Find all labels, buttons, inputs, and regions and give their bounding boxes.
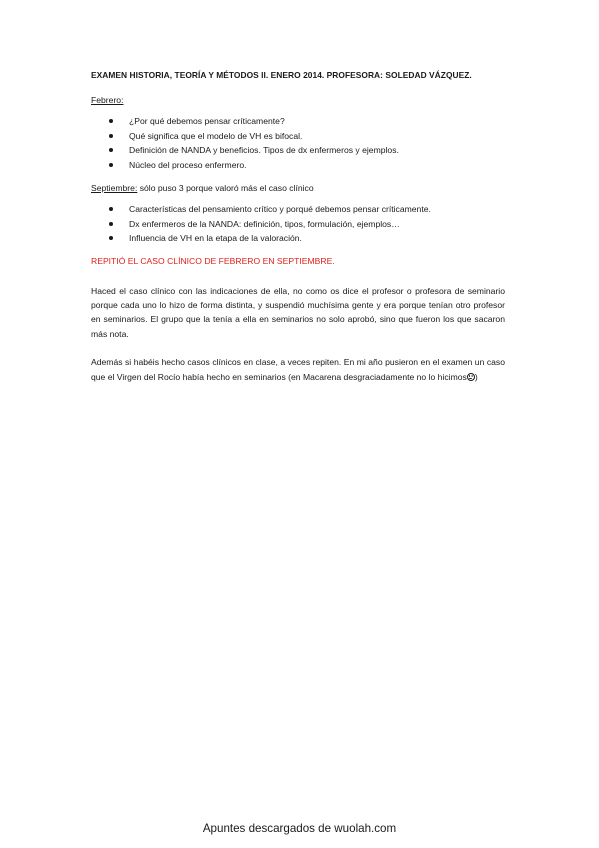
list-item: Definición de NANDA y beneficios. Tipos de dx enfermeros y ejemplos. [91,145,505,156]
septiembre-note: sólo puso 3 porque valoró más el caso clínico [137,182,314,193]
red-note: REPITIÓ EL CASO CLÍNICO DE FEBRERO EN SEPTIEMBRE. [91,256,335,267]
bullet-icon [109,119,113,123]
bullet-icon [109,163,113,167]
paragraph-case-advice: Haced el caso clínico con las indicaciones de ella, no como os dice el profesor o profesora de seminario porque cada uno lo hizo de forma distinta, y suspendió muchísima gente y era porque tenían otro profesor en seminarios. El grupo que la tenía a ella en seminarios no solo aprobó, sino que fueron los que sacaron más nota. [91,285,505,339]
list-item: Qué significa que el modelo de VH es bifocal. [91,131,505,142]
bullet-icon [109,148,113,152]
list-item: Influencia de VH en la etapa de la valoración. [91,233,505,244]
febrero-question-list [91,116,505,171]
list-item: Núcleo del proceso enfermero. [91,160,505,171]
list-item: Características del pensamiento crítico y porqué debemos pensar críticamente. [91,204,505,215]
exam-title: EXAMEN HISTORIA, TEORÍA Y MÉTODOS II. ENERO 2014. PROFESORA: SOLEDAD VÁZQUEZ. [91,70,472,80]
bullet-icon [109,134,113,138]
list-item: ¿Por qué debemos pensar críticamente? [91,116,505,127]
bullet-icon [109,222,113,226]
footer-download-note: Apuntes descargados de wuolah.com [202,822,397,835]
paragraph-repeated-cases: Además si habéis hecho casos clínicos en clase, a veces repiten. En mi año pusieron en el examen un caso que el Virgen del Rocío había hecho en seminarios (en Macarena desgraciadamente no lo hicimos ) [91,357,505,382]
septiembre-question-list [91,204,505,244]
septiembre-heading-label: Septiembre: [91,182,138,193]
febrero-heading [91,95,505,106]
bullet-icon [109,236,113,240]
document-content [91,70,505,398]
list-item: Dx enfermeros de la NANDA: definición, tipos, formulación, ejemplos… [91,219,505,230]
septiembre-heading [91,183,505,194]
febrero-heading-label: Febrero: [91,94,124,105]
bullet-icon [109,207,113,211]
sad-face-icon [467,373,475,381]
